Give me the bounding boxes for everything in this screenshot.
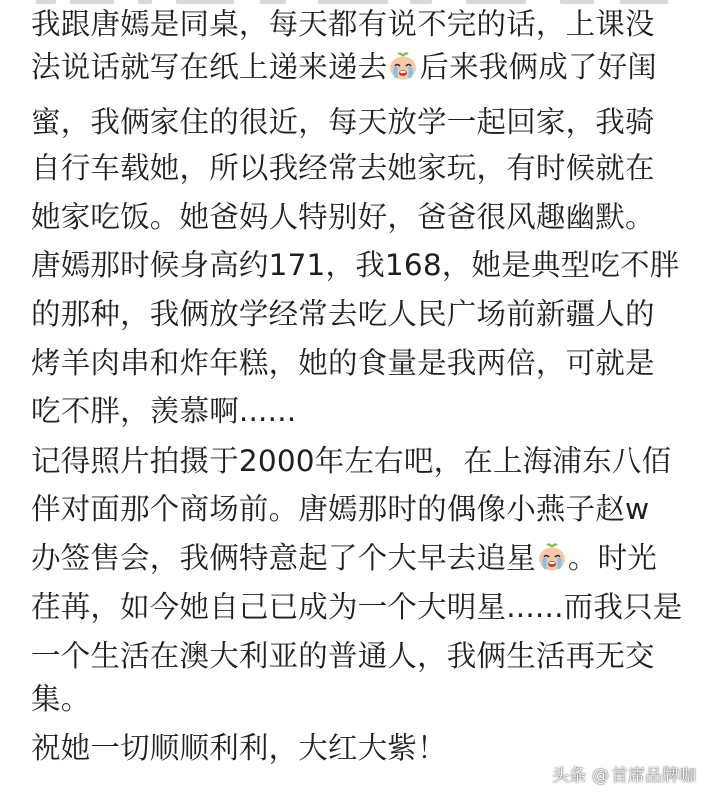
- post-text: 吃不胖，羡慕啊......: [31, 394, 297, 428]
- post-text: 的那种，我俩放学经常去吃人民广场前新疆人的: [31, 297, 655, 331]
- post-text: 办签售会，我俩特意起了个大早去追星: [31, 541, 536, 575]
- watermark-at: @: [592, 766, 609, 786]
- post-line: [31, 242, 679, 288]
- post-line: [31, 633, 655, 679]
- post-text: 后来我俩成了好闺: [419, 50, 658, 84]
- post-line: [31, 194, 655, 240]
- post-line: [31, 438, 671, 484]
- crying-laughing-emoji: [388, 48, 418, 78]
- post-line: [31, 340, 655, 386]
- post-text: 。时光: [567, 541, 658, 575]
- post-line: [31, 145, 655, 191]
- post-text: 她家吃饭。她爸妈人特别好，爸爸很风趣幽默。: [31, 200, 655, 234]
- post-line: [31, 535, 657, 581]
- watermark-source: 头条: [552, 766, 586, 786]
- post-text: 自行车载她，所以我经常去她家玩，有时候就在: [31, 151, 655, 185]
- post-text: 记得照片拍摄于2000年左右吧，在上海浦东八佰: [31, 444, 672, 478]
- post-text: 蜜，我俩家住的很近，每天放学一起回家，我骑: [31, 105, 655, 139]
- post-text: 荏苒，如今她自己已成为一个大明星......而我只是: [31, 590, 683, 624]
- post-text: 伴对面那个商场前。唐嫣那时的偶像小燕子赵w: [31, 492, 650, 526]
- post-text: 法说话就写在纸上递来递去: [31, 50, 388, 84]
- crying-laughing-emoji: [537, 539, 567, 569]
- post-line: [31, 584, 682, 630]
- watermark-account: 首席品牌咖: [611, 766, 696, 786]
- post-line: [31, 1, 655, 47]
- post-line: [31, 676, 90, 722]
- post-line: [31, 725, 447, 771]
- post-line: [31, 291, 655, 337]
- post-text: 一个生活在澳大利亚的普通人，我俩生活再无交: [31, 639, 655, 673]
- post-text: 祝她一切顺顺利利，大红大紫！: [31, 731, 447, 765]
- post-line: [31, 388, 296, 434]
- post-text: 唐嫣那时候身高约171，我168，她是典型吃不胖: [31, 248, 680, 282]
- post-line: [31, 99, 655, 145]
- post-line: [31, 44, 657, 90]
- post-line: [31, 486, 649, 532]
- post-text: 集。: [31, 682, 91, 716]
- watermark: [552, 764, 696, 788]
- post-text: 我跟唐嫣是同桌，每天都有说不完的话，上课没: [31, 7, 655, 41]
- post-text: 烤羊肉串和炸年糕，她的食量是我两倍，可就是: [31, 346, 655, 380]
